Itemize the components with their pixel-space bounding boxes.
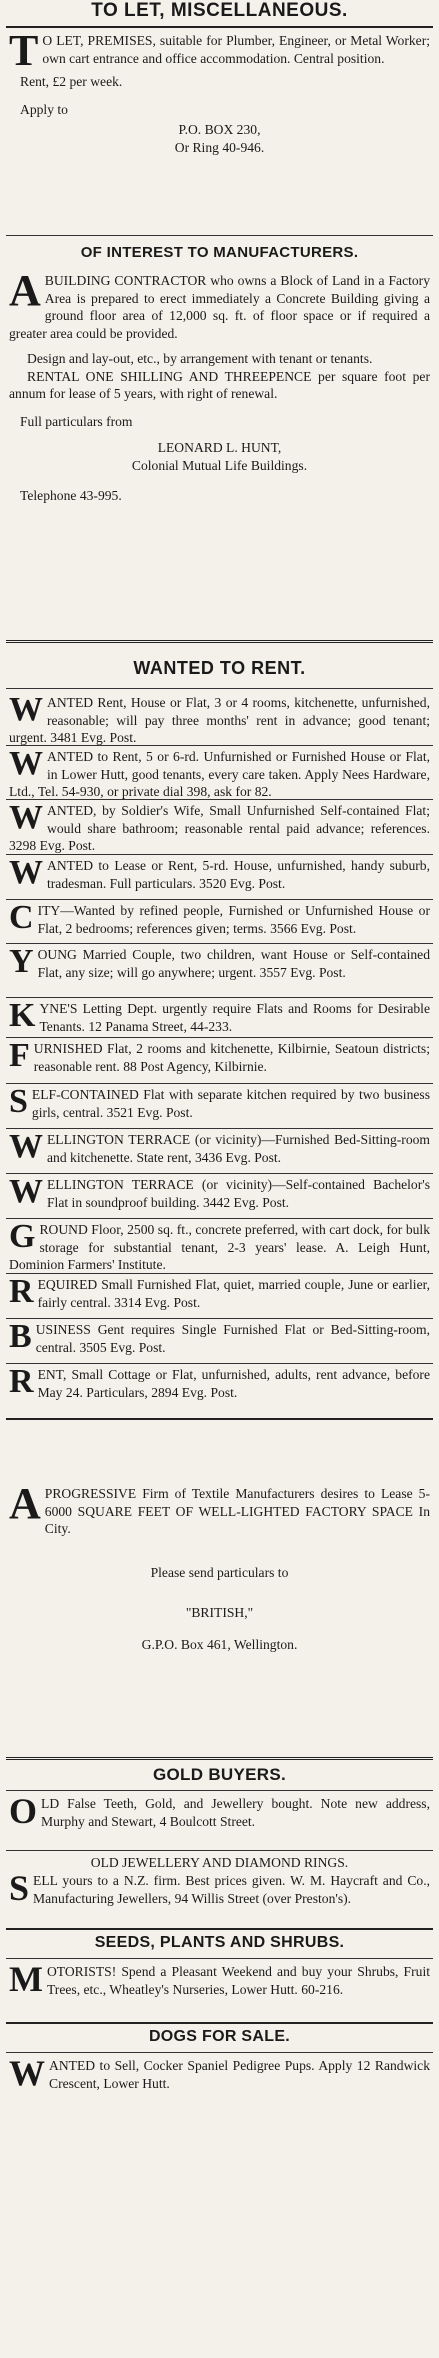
drop-cap: W xyxy=(9,1128,43,1165)
ad-text: ROUND Floor, 2500 sq. ft., concrete preferred, with cart dock, for bulk storage for substantial tenant, 2-3 years' lease. A. Leigh Hunt, Dominion Farmers' Institute. xyxy=(9,1222,430,1272)
divider xyxy=(6,235,433,236)
ad-contact-name: LEONARD L. HUNT, xyxy=(157,439,282,455)
wanted-ad xyxy=(0,1273,439,1311)
divider xyxy=(6,1273,433,1274)
divider xyxy=(6,1757,433,1760)
drop-cap: W xyxy=(9,1173,43,1210)
ad-text: OLD JEWELLERY AND DIAMOND RINGS. xyxy=(90,1855,349,1870)
divider xyxy=(6,688,433,689)
ad-text: ANTED Rent, House or Flat, 3 or 4 rooms, kitchenette, unfurnished, reasonable; will pay three months' rent in advance; good tenant; urgent. 3481 Evg. Post. xyxy=(9,695,430,745)
drop-cap: B xyxy=(9,1318,32,1355)
drop-cap: S xyxy=(9,1083,28,1120)
ad-design: Design and lay-out, etc., by arrangement with tenant or tenants. xyxy=(27,351,373,366)
ad-text: OTORISTS! Spend a Pleasant Weekend and buy your Shrubs, Fruit Trees, etc., Wheatley's Nurseries, Lower Hutt. 60-216. xyxy=(46,1964,430,1997)
wanted-ad xyxy=(0,1128,439,1166)
section-heading-manufacturers: OF INTEREST TO MANUFACTURERS. xyxy=(80,244,359,261)
ad-text: BUILDING CONTRACTOR who owns a Block of Land in a Factory Area is prepared to erect immediately a Concrete Building giving a ground floor area of 12,000 sq. ft. of floor space or if required a greater area could be provided. xyxy=(9,273,430,341)
ad-text: OUNG Married Couple, two children, want House or Self-contained Flat, any size; will go anywhere; urgent. 3557 Evg. Post. xyxy=(37,947,430,980)
ad-text: ANTED, by Soldier's Wife, Small Unfurnished Self-contained Flat; would share bathroom; reasonable rental paid advance; references. 3298 Evg. Post. xyxy=(9,803,430,853)
drop-cap: T xyxy=(9,26,39,75)
ad-british: "BRITISH," xyxy=(185,1604,254,1620)
drop-cap: C xyxy=(9,899,34,936)
ad-text: ANTED to Lease or Rent, 5-rd. House, unfurnished, handy suburb, tradesman. Full particulars. 3520 Evg. Post. xyxy=(47,858,430,891)
ad-rental: RENTAL ONE SHILLING AND THREEPENCE per square foot per annum for lease of 5 years, with right of renewal. xyxy=(9,368,430,401)
ad-textile-firm xyxy=(0,1479,439,1654)
drop-cap: M xyxy=(9,1959,43,1999)
drop-cap: O xyxy=(9,1791,38,1831)
divider xyxy=(6,1850,433,1851)
ad-contractor-body xyxy=(9,266,430,342)
ad-premises xyxy=(0,26,439,157)
divider xyxy=(6,745,433,746)
ad-gpo-box: G.P.O. Box 461, Wellington. xyxy=(141,1636,298,1652)
divider xyxy=(6,640,433,643)
drop-cap: Y xyxy=(9,943,34,980)
ad-gold-1 xyxy=(0,1791,439,1831)
divider xyxy=(6,1363,433,1364)
ad-textile-body xyxy=(9,1479,430,1538)
wanted-ad xyxy=(0,1083,439,1121)
ad-box: P.O. BOX 230, xyxy=(178,122,261,137)
wanted-ad xyxy=(0,1318,439,1356)
drop-cap: A xyxy=(9,266,41,315)
wanted-ad xyxy=(0,1173,439,1211)
divider xyxy=(6,1218,433,1219)
divider xyxy=(6,1790,433,1791)
divider xyxy=(6,1418,433,1420)
ad-text: LD False Teeth, Gold, and Jewellery bought. Note new address, Murphy and Stewart, 4 Boulcott Street. xyxy=(41,1796,430,1829)
drop-cap: S xyxy=(9,1868,30,1908)
ad-premises-body xyxy=(9,26,430,75)
wanted-ad xyxy=(0,1363,439,1401)
divider xyxy=(6,1928,433,1930)
ad-dogs xyxy=(0,2053,439,2093)
drop-cap: F xyxy=(9,1037,30,1074)
ad-text: ANTED to Rent, 5 or 6-rd. Unfurnished or Furnished House or Flat, in Lower Hutt, good tenants, every care taken. Apply Nees Hardware, Ltd., Tel. 54-930, or private dial 398, ask for 82. xyxy=(9,749,430,799)
ad-text: YNE'S Letting Dept. urgently require Flats and Rooms for Desirable Tenants. 12 Panama Street, 44-233. xyxy=(39,1001,430,1034)
ad-text: EQUIRED Small Furnished Flat, quiet, married couple, June or earlier, fairly central. 3314 Evg. Post. xyxy=(37,1277,430,1310)
drop-cap: R xyxy=(9,1363,34,1400)
divider xyxy=(6,26,433,28)
divider xyxy=(6,854,433,855)
wanted-ad xyxy=(0,799,439,855)
drop-cap: W xyxy=(9,799,43,836)
ad-telephone: Telephone 43-995. xyxy=(20,487,122,503)
divider xyxy=(6,1958,433,1959)
ad-text: URNISHED Flat, 2 rooms and kitchenette, Kilbirnie, Seatoun districts; reasonable rent. 88 Post Agency, Kilbirnie. xyxy=(33,1041,430,1074)
divider xyxy=(6,1128,433,1129)
wanted-ad xyxy=(0,1037,439,1075)
ad-text: ITY—Wanted by refined people, Furnished or Unfurnished House or Flat, 2 bedrooms; references given; terms. 3566 Evg. Post. xyxy=(37,903,430,936)
section-heading-dogs: DOGS FOR SALE. xyxy=(148,2028,291,2045)
ad-send-particulars: Please send particulars to xyxy=(150,1564,289,1580)
wanted-ad xyxy=(0,745,439,801)
drop-cap: W xyxy=(9,745,43,782)
divider xyxy=(6,2022,433,2024)
drop-cap: G xyxy=(9,1218,36,1255)
drop-cap: R xyxy=(9,1273,34,1310)
ad-building-contractor xyxy=(0,266,439,505)
drop-cap: W xyxy=(9,854,43,891)
divider xyxy=(6,899,433,900)
ad-text: USINESS Gent requires Single Furnished Flat or Bed-Sitting-room, central. 3505 Evg. Post. xyxy=(35,1322,430,1355)
ad-ring: Or Ring 40-946. xyxy=(174,140,265,155)
ad-gold-2 xyxy=(0,1854,439,1907)
ad-full-particulars: Full particulars from xyxy=(20,413,133,429)
divider xyxy=(6,943,433,944)
divider xyxy=(6,1318,433,1319)
section-heading-wanted-to-rent: WANTED TO RENT. xyxy=(133,658,306,678)
divider xyxy=(6,1173,433,1174)
wanted-ad xyxy=(0,899,439,937)
drop-cap: K xyxy=(9,997,36,1034)
wanted-ad xyxy=(0,1218,439,1274)
divider xyxy=(6,1037,433,1038)
drop-cap: W xyxy=(9,2053,45,2093)
wanted-ad xyxy=(0,691,439,747)
ad-seeds xyxy=(0,1959,439,1999)
ad-text: ELLINGTON TERRACE (or vicinity)—Self-contained Bachelor's Flat in soundproof building. 3442 Evg. Post. xyxy=(47,1177,430,1210)
drop-cap: A xyxy=(9,1479,41,1528)
divider xyxy=(6,799,433,800)
ad-text: ELL yours to a N.Z. firm. Best prices given. W. M. Haycraft and Co., Manufacturing Jewellers, 94 Willis Street (over Preston's). xyxy=(33,1873,430,1906)
wanted-ad xyxy=(0,943,439,981)
ad-text: ENT, Small Cottage or Flat, unfurnished, adults, rent advance, before May 24. Particulars, 2894 Evg. Post. xyxy=(37,1367,430,1400)
drop-cap: W xyxy=(9,691,43,728)
ad-rent: Rent, £2 per week. xyxy=(20,74,123,89)
section-heading-to-let: TO LET, MISCELLANEOUS. xyxy=(91,0,348,21)
ad-text: PROGRESSIVE Firm of Textile Manufacturers desires to Lease 5-6000 SQUARE FEET OF WELL-LIGHTED FACTORY SPACE In City. xyxy=(44,1486,430,1536)
section-heading-gold-buyers: GOLD BUYERS. xyxy=(152,1765,286,1784)
ad-text: O LET, PREMISES, suitable for Plumber, Engineer, or Metal Worker; own cart entrance and office accommodation. Central position. xyxy=(42,33,430,66)
divider xyxy=(6,2052,433,2053)
divider xyxy=(6,997,433,998)
ad-text: ELF-CONTAINED Flat with separate kitchen required by two business girls, central. 3521 Evg. Post. xyxy=(31,1087,430,1120)
ad-text: ANTED to Sell, Cocker Spaniel Pedigree Pups. Apply 12 Randwick Crescent, Lower Hutt. xyxy=(49,2058,430,2091)
ad-apply: Apply to xyxy=(20,102,68,117)
section-heading-seeds: SEEDS, PLANTS AND SHRUBS. xyxy=(94,1934,345,1951)
wanted-ad xyxy=(0,854,439,892)
wanted-ad xyxy=(0,997,439,1035)
divider xyxy=(6,1083,433,1084)
ad-contact-building: Colonial Mutual Life Buildings. xyxy=(131,457,308,473)
ad-text: ELLINGTON TERRACE (or vicinity)—Furnished Bed-Sitting-room and kitchenette. State rent, 3436 Evg. Post. xyxy=(47,1132,430,1165)
